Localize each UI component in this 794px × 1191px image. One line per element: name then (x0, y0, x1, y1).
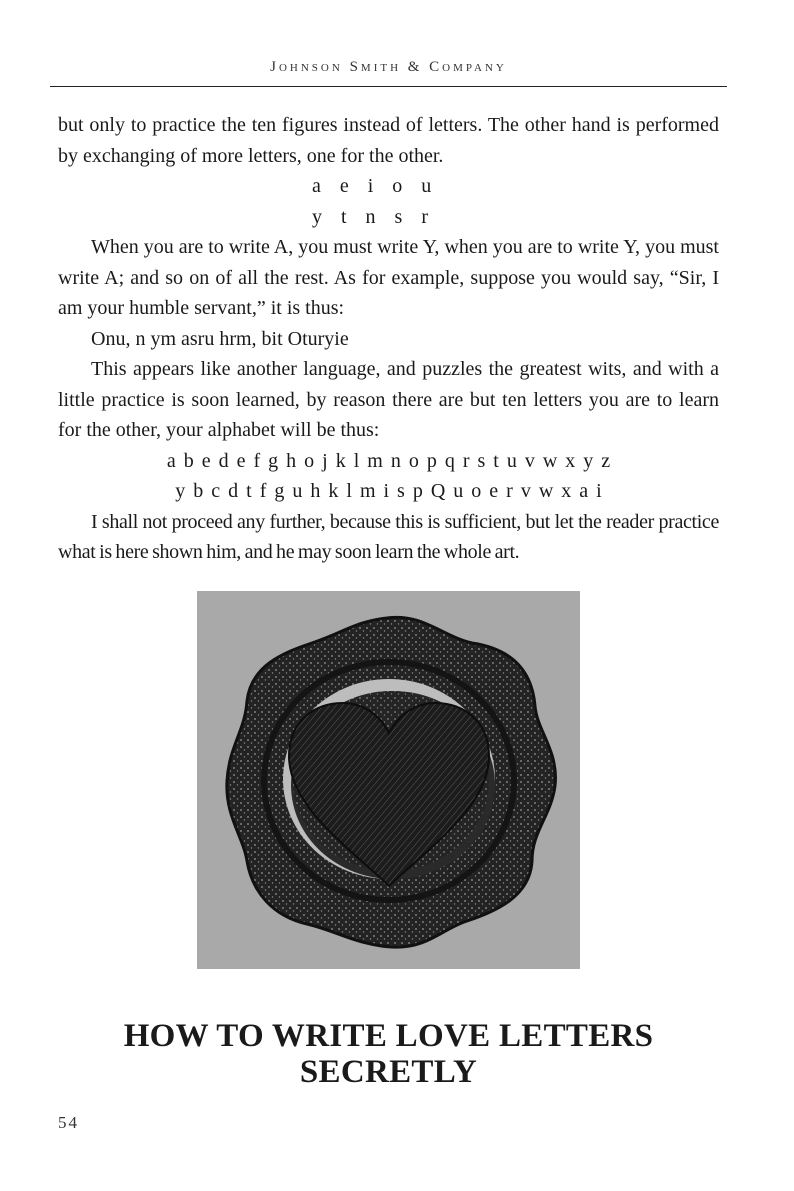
wax-seal-illustration (197, 591, 580, 969)
substitution-row: y t n s r (312, 205, 428, 228)
plain-alphabet-row: a b e d e f g h o j k l m n o p q r s t u v w x y z (166, 449, 611, 472)
vowel-row: a e i o u (312, 175, 432, 197)
running-head: Johnson Smith & Company (270, 59, 507, 75)
body-text (58, 110, 719, 568)
page-number: 54 (58, 1113, 79, 1132)
header-rule (50, 86, 727, 87)
section-title-line-1: HOW TO WRITE LOVE LETTERS (123, 1018, 654, 1054)
cipher-alphabet-row: y b c d t f g u h k l m i s p Q u o e r v w x a i (175, 480, 602, 502)
paragraph-4: I shall not proceed any further, because this is sufficient, but let the reader practice what is here shown him, and he may soon learn the whole art. (58, 510, 719, 563)
section-title (50, 1018, 727, 1090)
section-title-line-2: SECRETLY (299, 1054, 478, 1090)
cipher-example: Onu, n ym asru hrm, bit Oturyie (91, 327, 349, 350)
wax-seal-heart-icon (197, 591, 580, 969)
paragraph-2: When you are to write A, you must write Y, when you are to write Y, you must write A; and so on of all the rest. As for example, suppose you would say, “Sir, I am your humble servant,” it is thus: (58, 236, 719, 319)
paragraph-3: This appears like another language, and puzzles the greatest wits, and with a little practice is soon learned, by reason there are but ten letters you are to learn for the other, your alphabet will be thus: (58, 358, 719, 441)
paragraph-1: but only to practice the ten figures instead of letters. The other hand is performed by exchanging of more letters, one for the other. (58, 114, 719, 167)
